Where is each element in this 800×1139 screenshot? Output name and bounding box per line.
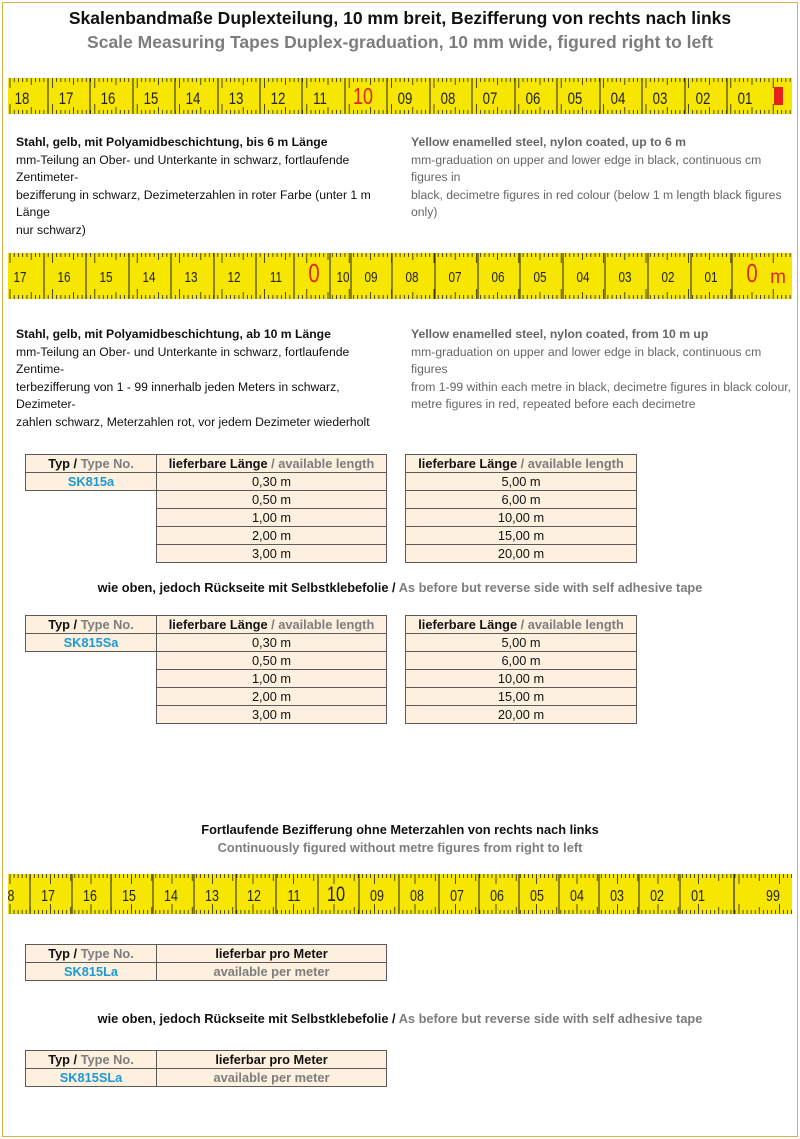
tape-figure: 07	[450, 887, 464, 906]
per-meter-header: lieferbar pro Meter	[157, 945, 387, 963]
tape-figure-red: 0	[308, 258, 320, 288]
section1-english-line: mm-graduation on upper and lower edge in black, continuous cm figures in	[411, 152, 762, 184]
length-cell: 1,00 m	[157, 509, 387, 527]
tape-figure: 10	[326, 882, 346, 906]
tape-figure: 08	[405, 268, 419, 286]
length-cell: 15,00 m	[406, 688, 637, 706]
section2-english-line: mm-graduation on upper and lower edge in black, continuous cm figures	[411, 344, 762, 376]
empty-cell	[26, 706, 157, 724]
section1-english-description	[411, 134, 796, 222]
tape-figure: 14	[185, 89, 201, 109]
tape-figure: 13	[228, 89, 244, 109]
tape-figure: 05	[530, 887, 544, 906]
measuring-tape-3	[8, 874, 792, 914]
tape-figure: 08	[410, 887, 424, 906]
length-cell: 3,00 m	[157, 706, 387, 724]
length-cell: 6,00 m	[406, 652, 637, 670]
tape-figure-red: 0	[746, 258, 758, 288]
length-cell: 20,00 m	[406, 545, 637, 563]
type-header: Typ / Type No.	[26, 455, 157, 473]
length-cell: 3,00 m	[157, 545, 387, 563]
red-end-marker	[774, 87, 783, 105]
tape-figure: 06	[491, 268, 505, 286]
length-cell: 15,00 m	[406, 527, 637, 545]
section1-german-line: nur schwarz)	[16, 222, 86, 237]
tape-figure: 07	[448, 268, 462, 286]
per-meter-english: available per meter	[157, 1069, 387, 1087]
per-meter-header: lieferbar pro Meter	[157, 1051, 387, 1069]
section1-german-line: mm-Teilung an Ober- und Unterkante in schwarz, fortlaufende Zentimeter-	[16, 152, 350, 184]
tape-figure: 05	[533, 268, 547, 286]
section1-german-heading: Stahl, gelb, mit Polyamidbeschichtung, bis 6 m Länge	[16, 135, 328, 149]
tape-figure: 11	[269, 268, 283, 286]
title-english: Scale Measuring Tapes Duplex-graduation, 10 mm wide, figured right to left	[87, 32, 713, 52]
tape-figure: 16	[83, 887, 97, 906]
tape-figure: 13	[205, 887, 219, 906]
tape-figure: 08	[440, 89, 456, 109]
section2-english-description	[411, 326, 796, 414]
type-header: Typ / Type No.	[26, 616, 157, 634]
empty-cell	[26, 652, 157, 670]
tape-figure: 17	[58, 89, 74, 109]
self-adhesive-note: wie oben, jedoch Rückseite mit Selbstklebefolie / As before but reverse side with self adhesive tape	[97, 580, 703, 595]
tape-figure: 04	[610, 89, 626, 109]
tape-figure: 11	[287, 887, 301, 906]
tape-figure: 8	[8, 887, 15, 906]
tape-figure: 13	[184, 268, 198, 286]
tape-figure: 06	[525, 89, 541, 109]
tape-figure: 11	[313, 89, 327, 109]
section1-english-heading: Yellow enamelled steel, nylon coated, up to 6 m	[411, 135, 686, 149]
self-adhesive-note-2: wie oben, jedoch Rückseite mit Selbstklebefolie / As before but reverse side with self adhesive tape	[97, 1011, 703, 1026]
length-header: lieferbare Länge / available length	[406, 455, 637, 473]
section2-english-heading: Yellow enamelled steel, nylon coated, from 10 m up	[411, 327, 709, 341]
tape-figure: 02	[650, 887, 664, 906]
section1-english-line: black, decimetre figures in red colour (below 1 m length black figures only)	[411, 187, 782, 219]
length-cell: 6,00 m	[406, 491, 637, 509]
type-table-sk815sa	[25, 615, 387, 724]
length-cell: 0,50 m	[157, 652, 387, 670]
tape-figure: 09	[397, 89, 413, 109]
length-cell: 10,00 m	[406, 509, 637, 527]
tape-figure: 10	[336, 268, 350, 286]
tape-figure: 15	[99, 268, 113, 286]
tape-figure-red: 10	[353, 83, 373, 110]
length-header: lieferbare Länge / available length	[406, 616, 637, 634]
type-table-sk815la	[25, 944, 387, 981]
tape-figure: 09	[370, 887, 384, 906]
tape-figure: 01	[691, 887, 705, 906]
section2-english-line: from 1-99 within each metre in black, decimetre figures in black colour,	[411, 379, 792, 394]
length-cell: 2,00 m	[157, 688, 387, 706]
length-cell: 0,50 m	[157, 491, 387, 509]
tape-figure: 03	[652, 89, 668, 109]
tape-figure: 09	[364, 268, 378, 286]
tape-figure: 01	[704, 268, 718, 286]
length-cell: 1,00 m	[157, 670, 387, 688]
tape-figure: 99	[766, 887, 780, 906]
metre-unit-label: m	[770, 267, 786, 288]
section3-title-german: Fortlaufende Bezifferung ohne Meterzahlen von rechts nach links	[201, 822, 599, 837]
tape-figure: 02	[695, 89, 711, 109]
tape-figure: 16	[57, 268, 71, 286]
tape-figure: 07	[482, 89, 498, 109]
type-number: SK815La	[26, 963, 157, 981]
per-meter-english: available per meter	[157, 963, 387, 981]
tape-figure: 14	[142, 268, 156, 286]
length-table-sk815sa-right	[405, 615, 637, 724]
length-cell: 5,00 m	[406, 473, 637, 491]
section2-german-line: terbezifferung von 1 - 99 innerhalb jeden Meters in schwarz, Dezimeter-	[16, 379, 340, 411]
type-table-sk815sla	[25, 1050, 387, 1087]
section2-english-line: metre figures in red, repeated before each decimetre	[411, 397, 696, 411]
tape-figure: 03	[618, 268, 632, 286]
length-cell: 0,30 m	[157, 473, 387, 491]
tape-figure: 17	[13, 268, 27, 286]
section2-german-line: zahlen schwarz, Meterzahlen rot, vor jedem Dezimeter wiederholt	[16, 414, 370, 429]
length-header: lieferbare Länge / available length	[157, 616, 387, 634]
type-header: Typ / Type No.	[26, 945, 157, 963]
section2-german-description	[16, 326, 396, 431]
length-cell: 10,00 m	[406, 670, 637, 688]
tape-figure: 12	[227, 268, 241, 286]
section2-german-heading: Stahl, gelb, mit Polyamidbeschichtung, ab 10 m Länge	[16, 327, 331, 341]
tape-figure: 17	[41, 887, 55, 906]
length-cell: 2,00 m	[157, 527, 387, 545]
measuring-tape-2	[8, 253, 792, 299]
type-number: SK815SLa	[26, 1069, 157, 1087]
empty-cell	[26, 670, 157, 688]
length-header: lieferbare Länge / available length	[157, 455, 387, 473]
tape-figure: 16	[100, 89, 116, 109]
length-table-sk815a-right	[405, 454, 637, 563]
tape-figure: 15	[122, 887, 136, 906]
tape-figure: 03	[610, 887, 624, 906]
section3-title-english: Continuously figured without metre figures from right to left	[217, 840, 583, 855]
tape-figure: 15	[143, 89, 159, 109]
tape-figure: 02	[661, 268, 675, 286]
tape-figure: 04	[570, 887, 584, 906]
empty-cell	[26, 509, 157, 527]
tape-figure: 06	[490, 887, 504, 906]
length-cell: 20,00 m	[406, 706, 637, 724]
measuring-tape-1	[8, 78, 792, 114]
empty-cell	[26, 527, 157, 545]
section2-german-line: mm-Teilung an Ober- und Unterkante in schwarz, fortlaufende Zentime-	[16, 344, 350, 376]
empty-cell	[26, 545, 157, 563]
section1-german-line: bezifferung in schwarz, Dezimeterzahlen in roter Farbe (unter 1 m Länge	[16, 187, 371, 219]
type-number: SK815Sa	[26, 634, 157, 652]
tape-figure: 05	[567, 89, 583, 109]
title-german: Skalenbandmaße Duplexteilung, 10 mm breit, Bezifferung von rechts nach links	[68, 8, 732, 28]
tape-figure: 12	[247, 887, 261, 906]
section1-german-description	[16, 134, 396, 239]
tape-figure: 18	[14, 89, 30, 109]
type-header: Typ / Type No.	[26, 1051, 157, 1069]
tape-figure: 12	[270, 89, 286, 109]
length-cell: 5,00 m	[406, 634, 637, 652]
empty-cell	[26, 491, 157, 509]
type-table-sk815a	[25, 454, 387, 563]
tape-figure: 01	[737, 89, 753, 109]
empty-cell	[26, 688, 157, 706]
tape-figure: 14	[164, 887, 178, 906]
tape-figure: 04	[576, 268, 590, 286]
type-number: SK815a	[26, 473, 157, 491]
length-cell: 0,30 m	[157, 634, 387, 652]
